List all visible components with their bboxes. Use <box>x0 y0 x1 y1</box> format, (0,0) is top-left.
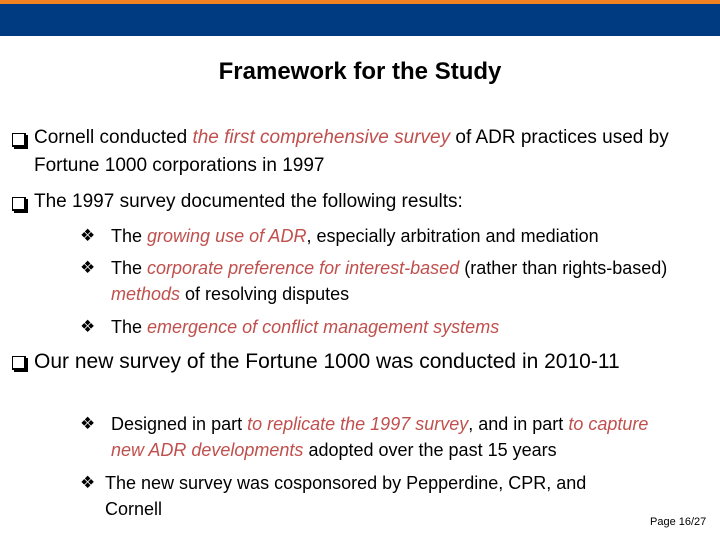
bullet-1-text-a: Cornell conducted <box>34 127 193 148</box>
slide-title: Framework for the Study <box>218 58 502 85</box>
header-blue-band <box>0 4 720 36</box>
bullet-2-text: The 1997 survey documented the following results: <box>34 191 463 212</box>
checkbox-bullet-icon <box>12 356 26 370</box>
sub-bullet-1 <box>80 223 680 249</box>
bullet-2 <box>12 188 672 216</box>
sub-bullet-4-highlight-b: to capture new ADR developments <box>111 414 649 460</box>
diamond-bullet-icon: ❖ <box>80 473 96 493</box>
sub-bullet-4-text-c: adopted over the past 15 years <box>303 440 557 460</box>
bullet-1-text-b: of ADR practices used by Fortune 1000 corporations in 1997 <box>34 127 669 176</box>
diamond-bullet-icon: ❖ <box>80 226 96 246</box>
sub-bullet-3 <box>80 314 680 340</box>
sub-bullet-5 <box>80 470 640 522</box>
sub-bullet-2 <box>80 255 680 307</box>
sub-bullet-1-text-a: The <box>111 226 148 246</box>
sub-bullet-2-text-a: The <box>111 258 148 278</box>
sub-bullet-4 <box>80 411 680 463</box>
bullet-1-highlight: the first comprehensive survey <box>192 127 451 148</box>
sub-bullet-4-text-a: Designed in part <box>111 414 248 434</box>
diamond-bullet-icon: ❖ <box>80 258 96 278</box>
sub-bullet-3-highlight: emergence of conflict management systems <box>147 317 500 337</box>
diamond-bullet-icon: ❖ <box>80 317 96 337</box>
sub-bullet-1-text-b: , especially arbitration and mediation <box>306 226 599 246</box>
sub-bullet-4-text-b: , and in part <box>468 414 569 434</box>
sub-bullet-2-highlight-b: methods <box>111 284 181 304</box>
sub-bullet-2-highlight-a: corporate preference for interest-based <box>147 258 460 278</box>
page-number: Page 16/27 <box>650 516 707 528</box>
bullet-3-text: Our new survey of the Fortune 1000 was conducted in 2010-11 <box>34 350 620 373</box>
sub-bullet-2-text-b: (rather than rights-based) <box>459 258 668 278</box>
checkbox-bullet-icon <box>12 133 26 147</box>
sub-bullet-4-highlight-a: to replicate the 1997 survey <box>247 414 469 434</box>
sub-bullet-1-highlight: growing use of ADR <box>147 226 307 246</box>
sub-bullet-3-text: The <box>111 317 148 337</box>
bullet-1 <box>12 124 672 180</box>
checkbox-bullet-icon <box>12 197 26 211</box>
diamond-bullet-icon: ❖ <box>80 414 96 434</box>
sub-bullet-5-text: The new survey was cosponsored by Pepperdine, CPR, and Cornell <box>105 473 587 519</box>
sub-bullet-2-text-c: of resolving disputes <box>180 284 350 304</box>
bullet-3 <box>12 347 672 376</box>
